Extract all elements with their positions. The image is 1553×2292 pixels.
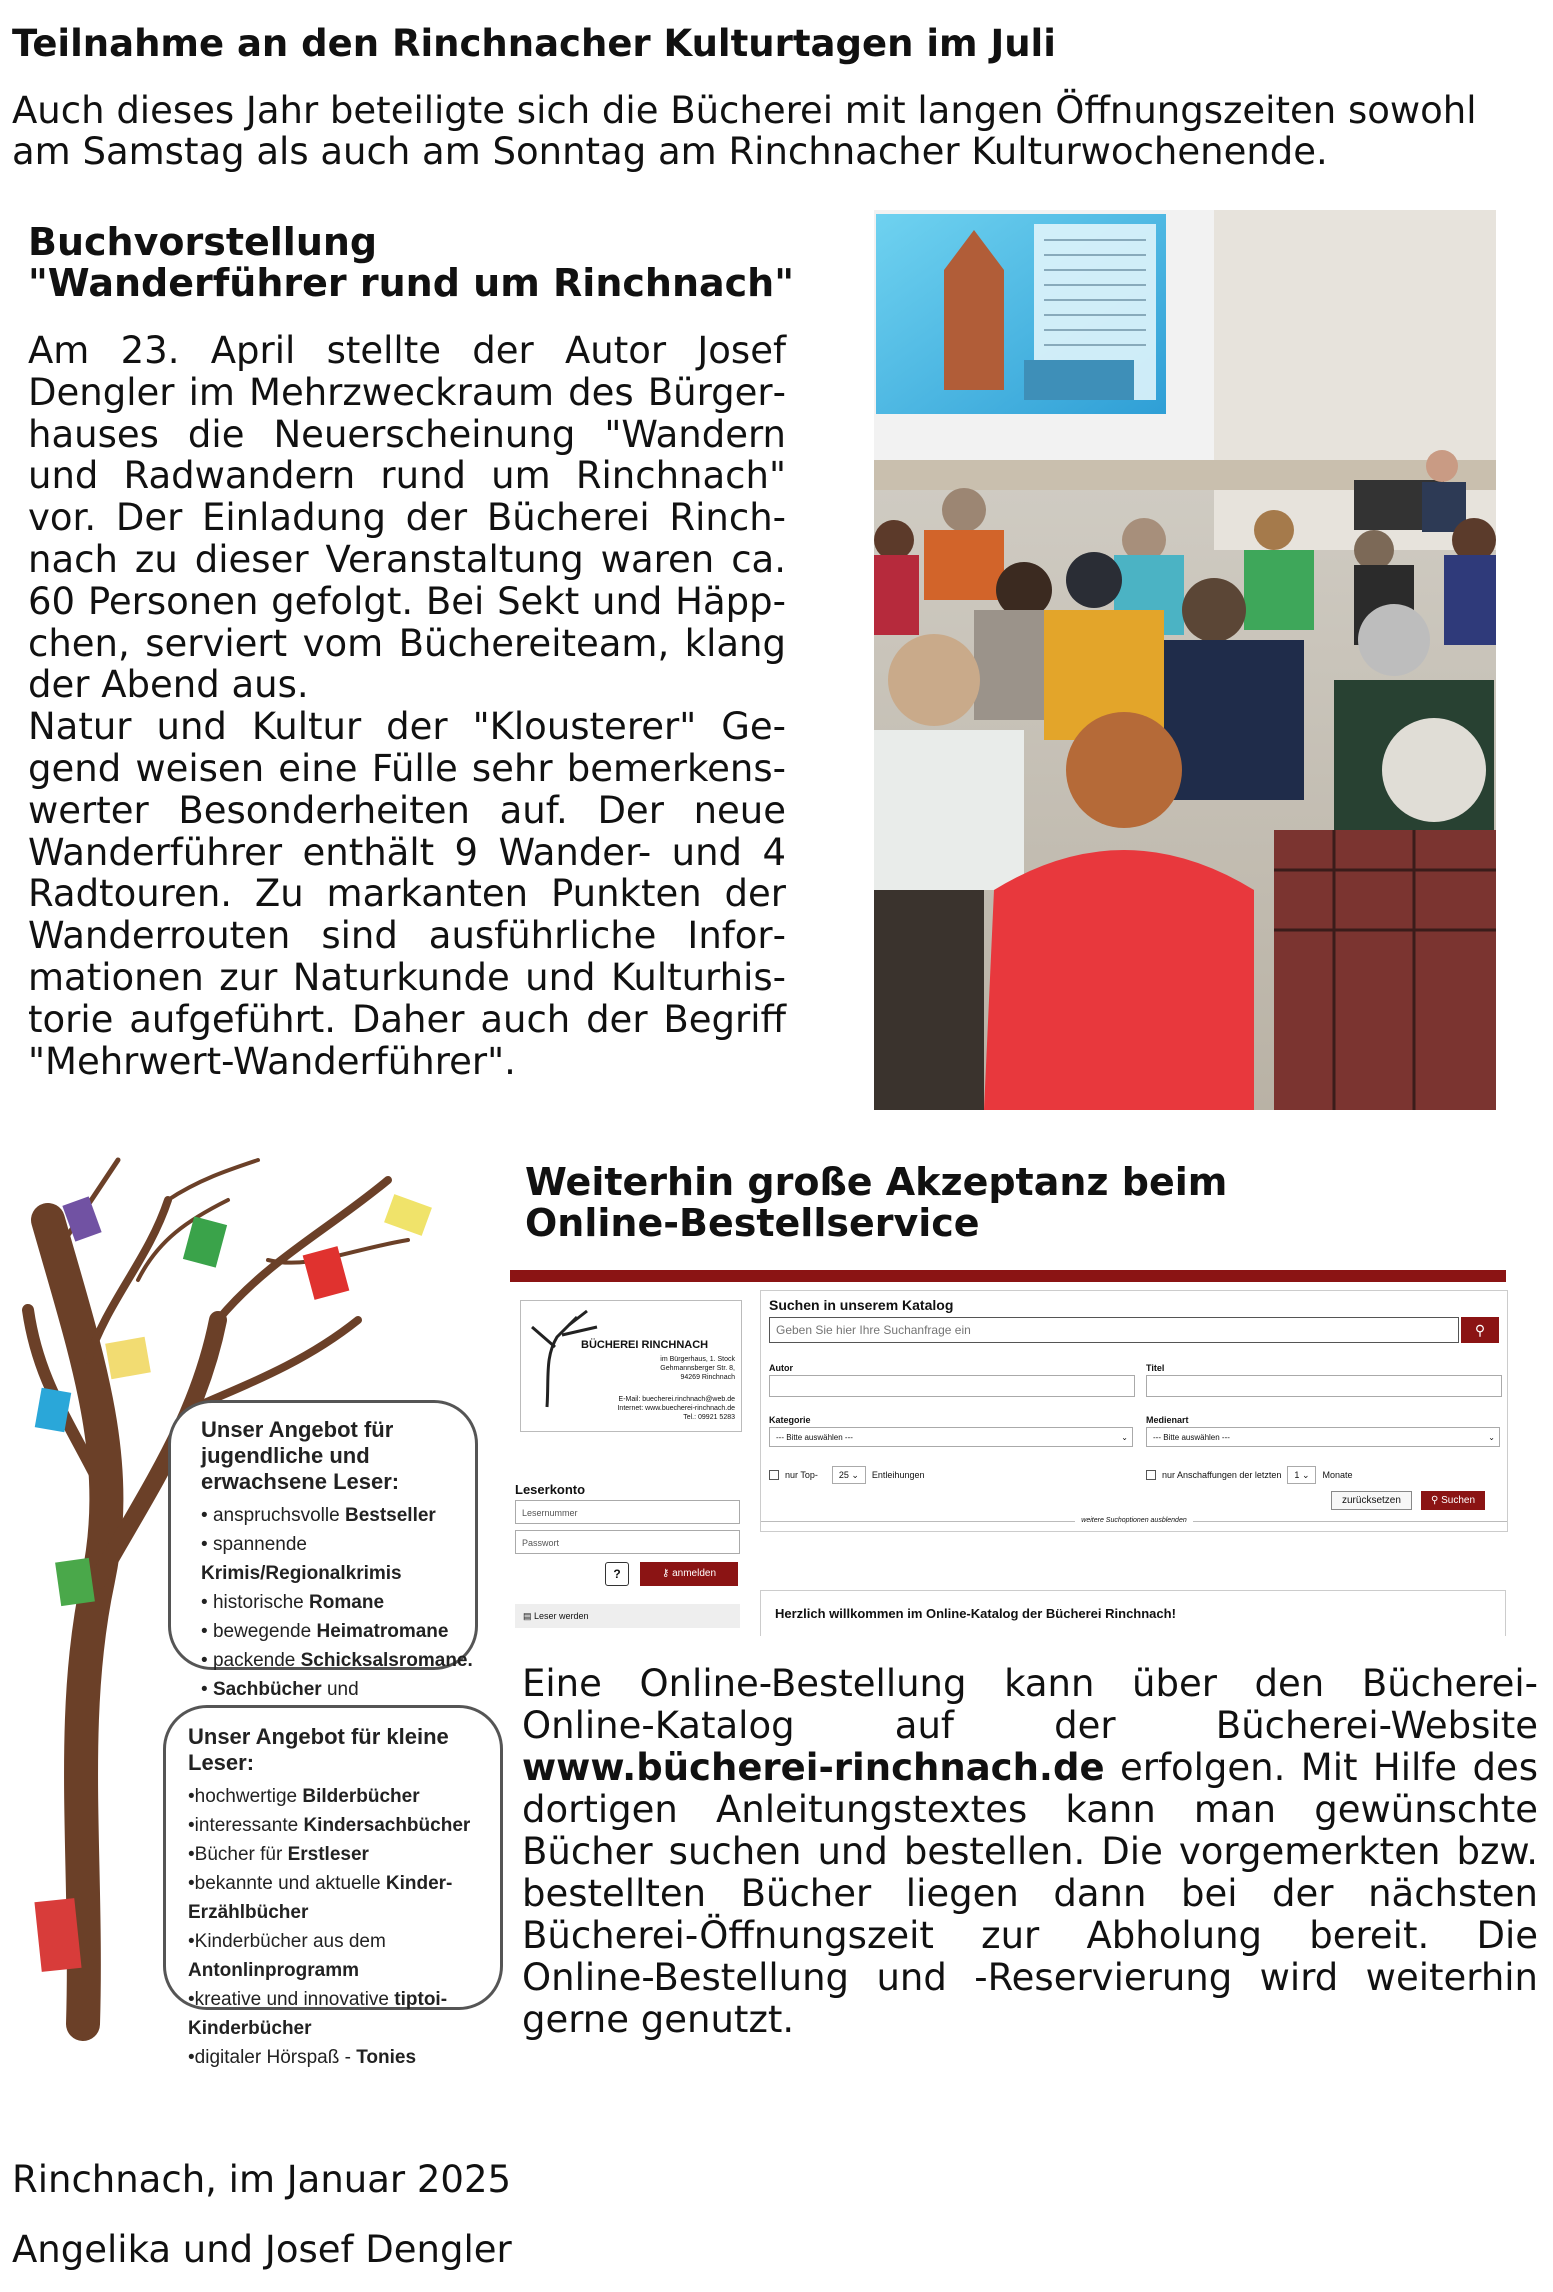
welcome-message: Herzlich willkommen im Online-Katalog der Bücherei Rinchnach! [760, 1590, 1506, 1636]
reader-number-input[interactable]: Lesernummer [515, 1500, 740, 1524]
password-input[interactable]: Passwort [515, 1530, 740, 1554]
list-item: • historische Romane [201, 1592, 385, 1613]
logo-web: Internet: www.buecherei-rinchnach.de [617, 1405, 735, 1412]
logo-address [601, 1355, 735, 1382]
search-input[interactable] [769, 1317, 1459, 1343]
new-checkbox[interactable] [1146, 1470, 1156, 1480]
event-photo [874, 210, 1496, 1110]
event-photo-illustration [874, 210, 1496, 1110]
kids-offer-list [188, 1782, 500, 2072]
paragraph-text: Eine Online-Bestellung kann über den Bücherei-Online-Katalog auf der Bücherei-Website [522, 1662, 1538, 1747]
category-select-value: --- Bitte auswählen --- [776, 1433, 853, 1442]
media-select[interactable] [1146, 1427, 1500, 1447]
section-text-kulturtage: Auch dieses Jahr beteiligte sich die Bücherei mit langen Öffnungszeiten sowohl am Samstag als auch am Sonntag am Rinchnacher Kulturwochenende. [12, 89, 1477, 173]
more-options-link[interactable] [761, 1517, 1507, 1529]
logo-title: BÜCHEREI RINCHNACH [581, 1339, 709, 1351]
search-title: Suchen in unserem Katalog [769, 1297, 954, 1313]
kids-offer-title: Unser Angebot für kleine Leser: [188, 1724, 449, 1775]
new-label: nur Anschaffungen der letzten [1162, 1470, 1282, 1480]
chevron-down-icon: ⌄ [1121, 1433, 1128, 1442]
logo-contact [571, 1395, 735, 1422]
section-heading-kulturtage: Teilnahme an den Rinchnacher Kulturtagen im Juli [12, 22, 1056, 65]
logo-email: E-Mail: buecherei.rinchnach@web.de [618, 1396, 735, 1403]
section-heading-online [525, 1162, 1227, 1244]
list-item: • spannende Krimis/Regionalkrimis [201, 1534, 402, 1584]
reset-button[interactable]: zurücksetzen [1331, 1491, 1412, 1510]
media-select-value: --- Bitte auswählen --- [1153, 1433, 1230, 1442]
adult-offer-list [201, 1501, 475, 1733]
adult-offer-title-1: Unser Angebot für [201, 1417, 394, 1442]
list-item: •Kinderbücher aus dem Antonlinprogramm [188, 1931, 386, 1981]
months-select[interactable]: 1 ⌄ [1287, 1466, 1316, 1484]
list-item: • bewegende Heimatromane [201, 1621, 449, 1642]
list-item: • anspruchsvolle Bestseller [201, 1505, 436, 1526]
adult-offer-box [168, 1400, 478, 1700]
search-icon-button[interactable] [1461, 1317, 1499, 1343]
months-label: Monate [1322, 1470, 1353, 1480]
tree-logo-icon [527, 1307, 607, 1407]
section-heading-buchvorstellung [28, 222, 794, 304]
key-icon: ⚷ [661, 1568, 673, 1579]
category-select[interactable] [769, 1427, 1133, 1447]
author-label: Autor [769, 1363, 793, 1373]
search-button[interactable] [1421, 1491, 1485, 1510]
logo-addr-line: Gehmannsberger Str. 8, [660, 1365, 735, 1372]
list-item: • packende Schicksalsromane. [201, 1650, 473, 1671]
offer-poster [28, 1160, 506, 2068]
list-item: •bekannte und aktuelle Kinder-Erzählbücher [188, 1873, 453, 1923]
register-label: Leser werden [534, 1611, 589, 1621]
paragraph: Am 23. April stellte der Autor Josef Dengler im Mehrzweckraum des Bürgerhauses die Neuerscheinung "Wandern und Radwandern rund um Rinchnach" vor. Der Einladung der Bücherei Rinchnach zu dieser Veranstaltung waren ca. 60 Personen gefolgt. Bei Sekt und Häppchen, serviert vom Büchereiteam, klang der Abend aus. [28, 329, 786, 707]
help-icon[interactable]: ? [605, 1562, 629, 1586]
search-button-label: Suchen [1441, 1495, 1476, 1506]
article-buchvorstellung [28, 330, 786, 1082]
search-icon: ⚲ [1431, 1495, 1442, 1506]
logo-addr-line: 94269 Rinchnach [680, 1374, 735, 1381]
login-button[interactable] [640, 1562, 738, 1586]
chevron-down-icon: ⌄ [1488, 1433, 1495, 1442]
months-select-value: 1 [1294, 1470, 1300, 1480]
heading-line-1: Weiterhin große Akzeptanz beim [525, 1160, 1228, 1204]
top-filter [769, 1466, 924, 1484]
list-item: •interessante Kindersachbücher [188, 1815, 471, 1836]
list-item: •kreative und innovative tiptoi-Kinderbücher [188, 1989, 448, 2039]
login-button-label: anmelden [672, 1568, 717, 1579]
footer-place-date: Rinchnach, im Januar 2025 [12, 2158, 512, 2201]
paragraph [522, 1663, 1538, 2041]
online-catalog-screenshot [510, 1270, 1506, 1636]
heading-line-2: Online-Bestellservice [525, 1201, 980, 1245]
media-label: Medienart [1146, 1415, 1189, 1425]
article-online-bestellung [522, 1663, 1538, 2041]
top-label: nur Top- [785, 1470, 818, 1480]
list-item: •Bücher für Erstleser [188, 1844, 369, 1865]
paragraph-text: erfolgen. Mit Hilfe des dortigen Anleitungstextes kann man gewünschte Bücher suchen und bestellen. Die vorgemerkten bzw. bestellten Bücher liegen dann bei der nächsten Bücherei-Öffnungszeit zur Abholung bereit. Die Online-Bestellung und -Reservierung wird weiterhin gerne genutzt. [522, 1746, 1538, 2041]
footer-authors: Angelika und Josef Dengler [12, 2228, 512, 2271]
kids-offer-box [163, 1705, 503, 2068]
heading-line-1: Buchvorstellung [28, 220, 378, 264]
list-item: • Sachbücher und [201, 1679, 359, 1700]
new-filter [1146, 1466, 1353, 1484]
logo-tel: Tel.: 09921 5283 [683, 1414, 735, 1421]
top-select[interactable]: 25 ⌄ [832, 1466, 866, 1484]
adult-offer-title-2: jugendliche und erwachsene Leser: [201, 1443, 400, 1494]
title-label: Titel [1146, 1363, 1165, 1373]
loans-label: Entleihungen [871, 1470, 925, 1480]
list-item: •hochwertige Bilderbücher [188, 1786, 420, 1807]
user-icon: ▤ [523, 1611, 535, 1621]
catalog-top-bar [510, 1270, 1506, 1282]
paragraph: Natur und Kultur der "Klousterer" Gegend weisen eine Fülle sehr bemerkenswerter Besonderheiten auf. Der neue Wanderführer enthält 9 Wander- und 4 Radtouren. Zu markanten Punkten der Wanderrouten sind ausführliche Informationen zur Naturkunde und Kulturhistorie aufgeführt. Daher auch der Begriff "Mehrwert-Wanderführer". [28, 705, 786, 1083]
category-label: Kategorie [769, 1415, 811, 1425]
list-item: •digitaler Hörspaß - Tonies [188, 2047, 417, 2068]
search-panel [760, 1290, 1508, 1532]
author-input[interactable] [769, 1375, 1135, 1397]
heading-line-2: "Wanderführer rund um Rinchnach" [28, 261, 795, 305]
top-select-value: 25 [838, 1470, 849, 1480]
register-link[interactable] [515, 1604, 740, 1628]
search-icon: ⚲ [1474, 1322, 1486, 1338]
title-input[interactable] [1146, 1375, 1502, 1397]
website-link[interactable]: www.bücherei-rinchnach.de [522, 1746, 1105, 1789]
top-checkbox[interactable] [769, 1470, 779, 1480]
library-logo-box [520, 1300, 742, 1432]
more-options-label: weitere Suchoptionen ausblenden [1075, 1517, 1192, 1524]
account-title: Leserkonto [515, 1482, 586, 1497]
logo-addr-line: im Bürgerhaus, 1. Stock [660, 1356, 735, 1363]
